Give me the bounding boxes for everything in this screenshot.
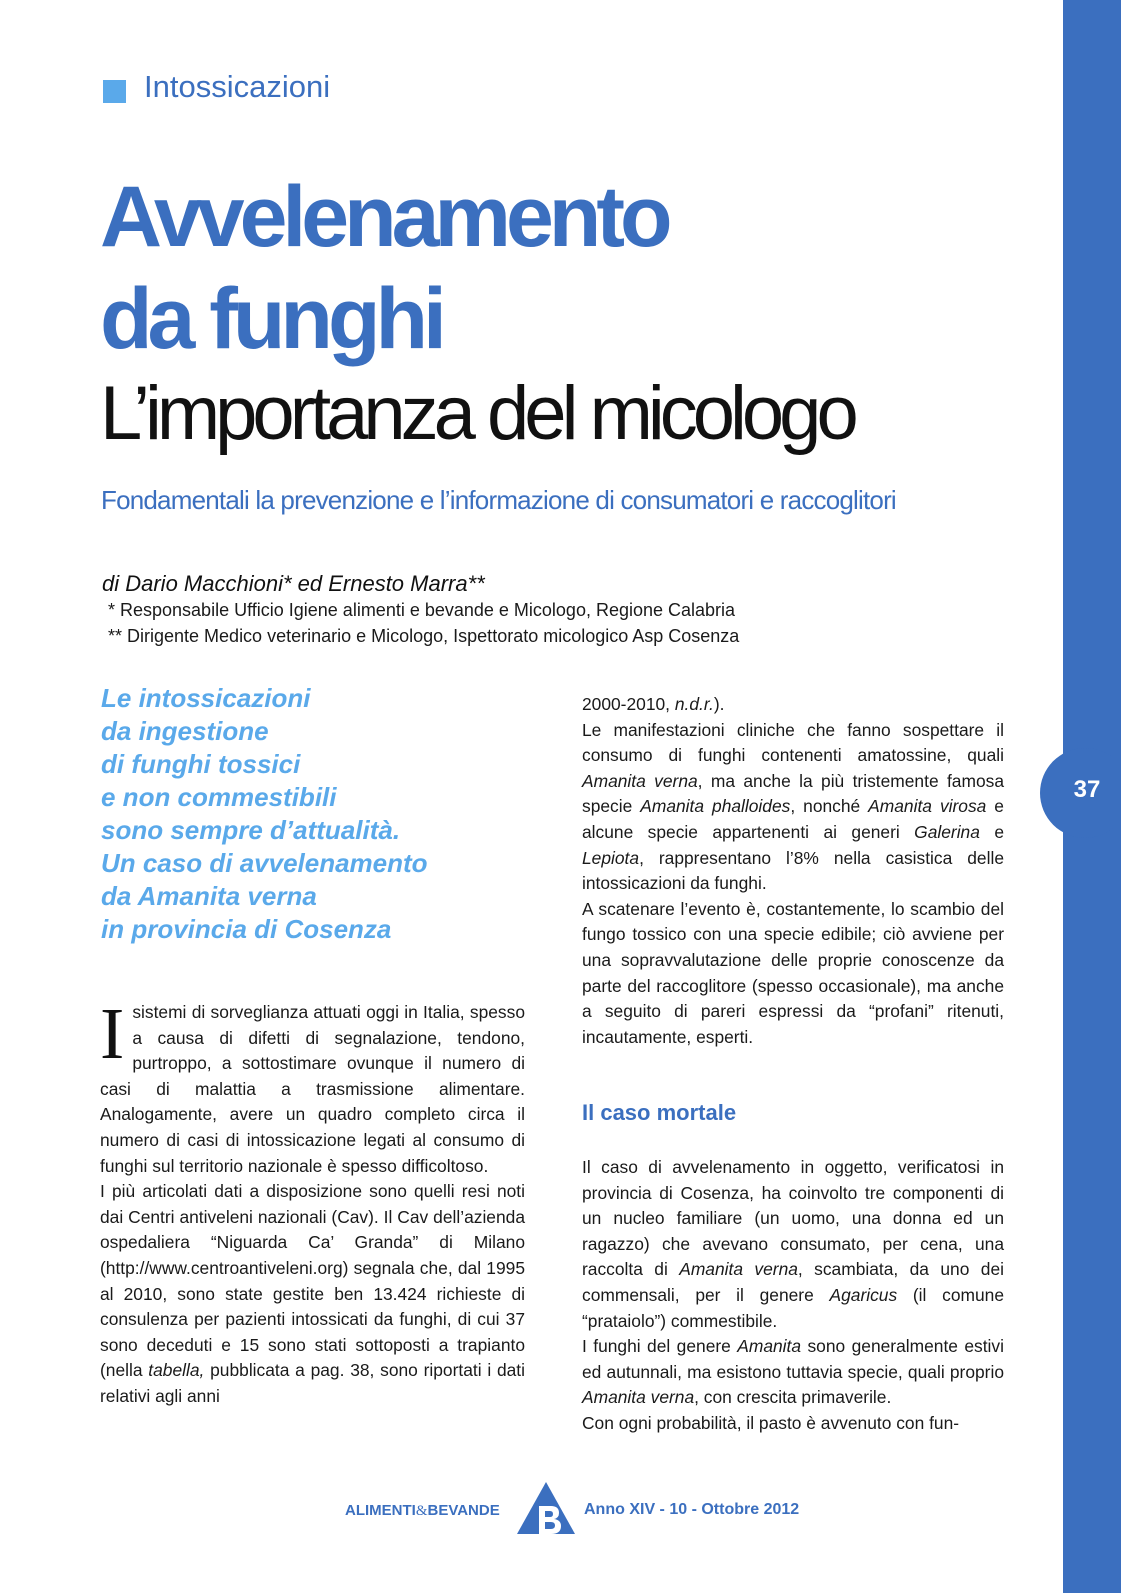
species-name: Amanita verna xyxy=(582,1387,695,1408)
genus-name: Amanita xyxy=(737,1336,802,1357)
genus-name: Agaricus xyxy=(829,1284,898,1305)
byline: di Dario Macchioni* ed Ernesto Marra** xyxy=(102,571,485,596)
paragraph-text: pubblicata a pag. 38, sono riportati i dati relativi agli anni xyxy=(100,1360,525,1406)
title-line-1: Avvelenamento xyxy=(100,169,668,265)
paragraph-text: (il comune “prataiolo”) commestibile. xyxy=(582,1284,1004,1331)
paragraph-text: , con crescita primaverile. xyxy=(694,1387,892,1408)
section-marker-square xyxy=(103,80,126,103)
body-paragraph xyxy=(100,1179,525,1409)
paragraph-text: sistemi di sorveglianza attuati oggi in Italia, spesso a causa di difetti di segnalazione, tendono, purtroppo, a sottostimare ovunque il numero di casi di malattia a trasmissione alimentare. Analogamente, avere un quadro completo circa il numero di casi di intossicazione legati al consumo di funghi sul territorio nazionale è spesso difficoltoso. xyxy=(100,1002,525,1176)
species-name: Amanita verna xyxy=(679,1259,798,1280)
body-paragraph xyxy=(100,993,525,1179)
brand-ampersand: & xyxy=(415,1503,428,1519)
brand-part: BEVANDE xyxy=(427,1502,500,1519)
affiliation-2: ** Dirigente Medico veterinario e Micologo, Ispettorato micologico Asp Cosenza xyxy=(108,626,740,646)
species-name: Amanita verna xyxy=(582,770,698,791)
paragraph-text: I più articolati dati a disposizione sono quelli resi noti dai Centri antiveleni nazionali (Cav). Il Cav dell’azienda ospedaliera “Niguarda Ca’ Granda” di Milano (http://www.centroantiveleni.org) segnala che, dal 1995 al 2010, sono state gestite ben 13.424 richieste di consulenza per pazienti intossicati da funghi, di cui 37 sono deceduti e 15 sono stati sottoposti a trapianto (nella xyxy=(100,1181,525,1381)
body-paragraph: Con ogni probabilità, il pasto è avvenuto con fun- xyxy=(582,1412,960,1433)
intro-line: da ingestione xyxy=(101,716,269,746)
right-column-top xyxy=(582,692,1004,1050)
left-column xyxy=(100,993,525,1410)
species-name: Amanita virosa xyxy=(868,796,987,817)
article-deck: Fondamentali la prevenzione e l’informazione di consumatori e raccoglitori xyxy=(101,485,896,515)
paragraph-text: , ma anche la più tristemente famosa specie xyxy=(582,770,1004,817)
article-title xyxy=(100,166,668,370)
paragraph-text: e alcune specie appartenenti ai generi xyxy=(582,796,1004,842)
body-paragraph: A scatenare l’evento è, costantemente, lo scambio del fungo tossico con una specie edibile; ciò avviene per una sopravvalutazione delle proprie conoscenze da parte del raccoglitore (spesso occasionale), ma anche a seguito di pareri espressi da “profani” ritenuti, incautamente, esperti. xyxy=(582,898,1004,1047)
body-paragraph xyxy=(582,692,1004,718)
paragraph-text: e xyxy=(979,821,1004,842)
section-label: Intossicazioni xyxy=(144,69,331,104)
genus-name: Galerina xyxy=(914,821,980,842)
intro-line: da Amanita verna xyxy=(101,881,317,911)
footer-issue: Anno XIV - 10 - Ottobre 2012 xyxy=(584,1501,800,1518)
intro-pullquote xyxy=(101,682,521,946)
italic-text: n.d.r. xyxy=(674,694,714,714)
paragraph-text: Il caso di avvelenamento in oggetto, verificatosi in provincia di Cosenza, ha coinvolto tre componenti di un nucleo familiare (un uomo, una donna ed un ragazzo) che avevano consumato, per cena, una raccolta di xyxy=(582,1157,1004,1280)
body-paragraph xyxy=(582,1334,1004,1411)
page-number: 37 xyxy=(1073,776,1101,803)
genus-name: Lepiota xyxy=(582,847,640,868)
intro-line: sono sempre d’attualità. xyxy=(101,815,401,845)
paragraph-text: , rappresentano l’8% nella casistica delle intossicazioni da funghi. xyxy=(582,847,1004,894)
affiliation-1: * Responsabile Ufficio Igiene alimenti e bevande e Micologo, Regione Calabria xyxy=(108,600,736,620)
paragraph-text: , nonché xyxy=(790,796,869,817)
body-paragraph xyxy=(582,718,1004,897)
intro-line: di funghi tossici xyxy=(101,749,301,779)
paragraph-text: Le manifestazioni cliniche che fanno sospettare il consumo di funghi contenenti amatossine, quali xyxy=(582,719,1004,766)
article-subtitle: L’importanza del micologo xyxy=(100,371,854,456)
paragraph-text: sono generalmente estivi ed autunnali, ma esistono tuttavia specie, quali proprio xyxy=(582,1336,1004,1382)
section-heading: Il caso mortale xyxy=(582,1100,737,1125)
body-paragraph xyxy=(582,1155,1004,1334)
intro-line: in provincia di Cosenza xyxy=(101,914,392,944)
paragraph-text: 2000-2010, xyxy=(582,694,675,714)
brand-part: ALIMENTI xyxy=(345,1502,416,1519)
intro-line: e non commestibili xyxy=(101,782,337,812)
italic-text: tabella, xyxy=(148,1360,205,1381)
species-name: Amanita phalloides xyxy=(640,796,791,817)
title-line-2: da funghi xyxy=(100,271,442,367)
footer-brand xyxy=(345,1502,500,1520)
paragraph-text: , scambiata, da uno dei commensali, per il genere xyxy=(582,1259,1004,1305)
intro-line: Un caso di avvelenamento xyxy=(101,848,428,878)
paragraph-text: I funghi del genere xyxy=(582,1336,738,1357)
drop-cap: I xyxy=(100,993,125,1074)
right-column-bottom xyxy=(582,1155,1004,1437)
intro-line: Le intossicazioni xyxy=(101,683,311,713)
magazine-logo-icon xyxy=(515,1480,577,1536)
paragraph-text: ). xyxy=(713,694,725,714)
